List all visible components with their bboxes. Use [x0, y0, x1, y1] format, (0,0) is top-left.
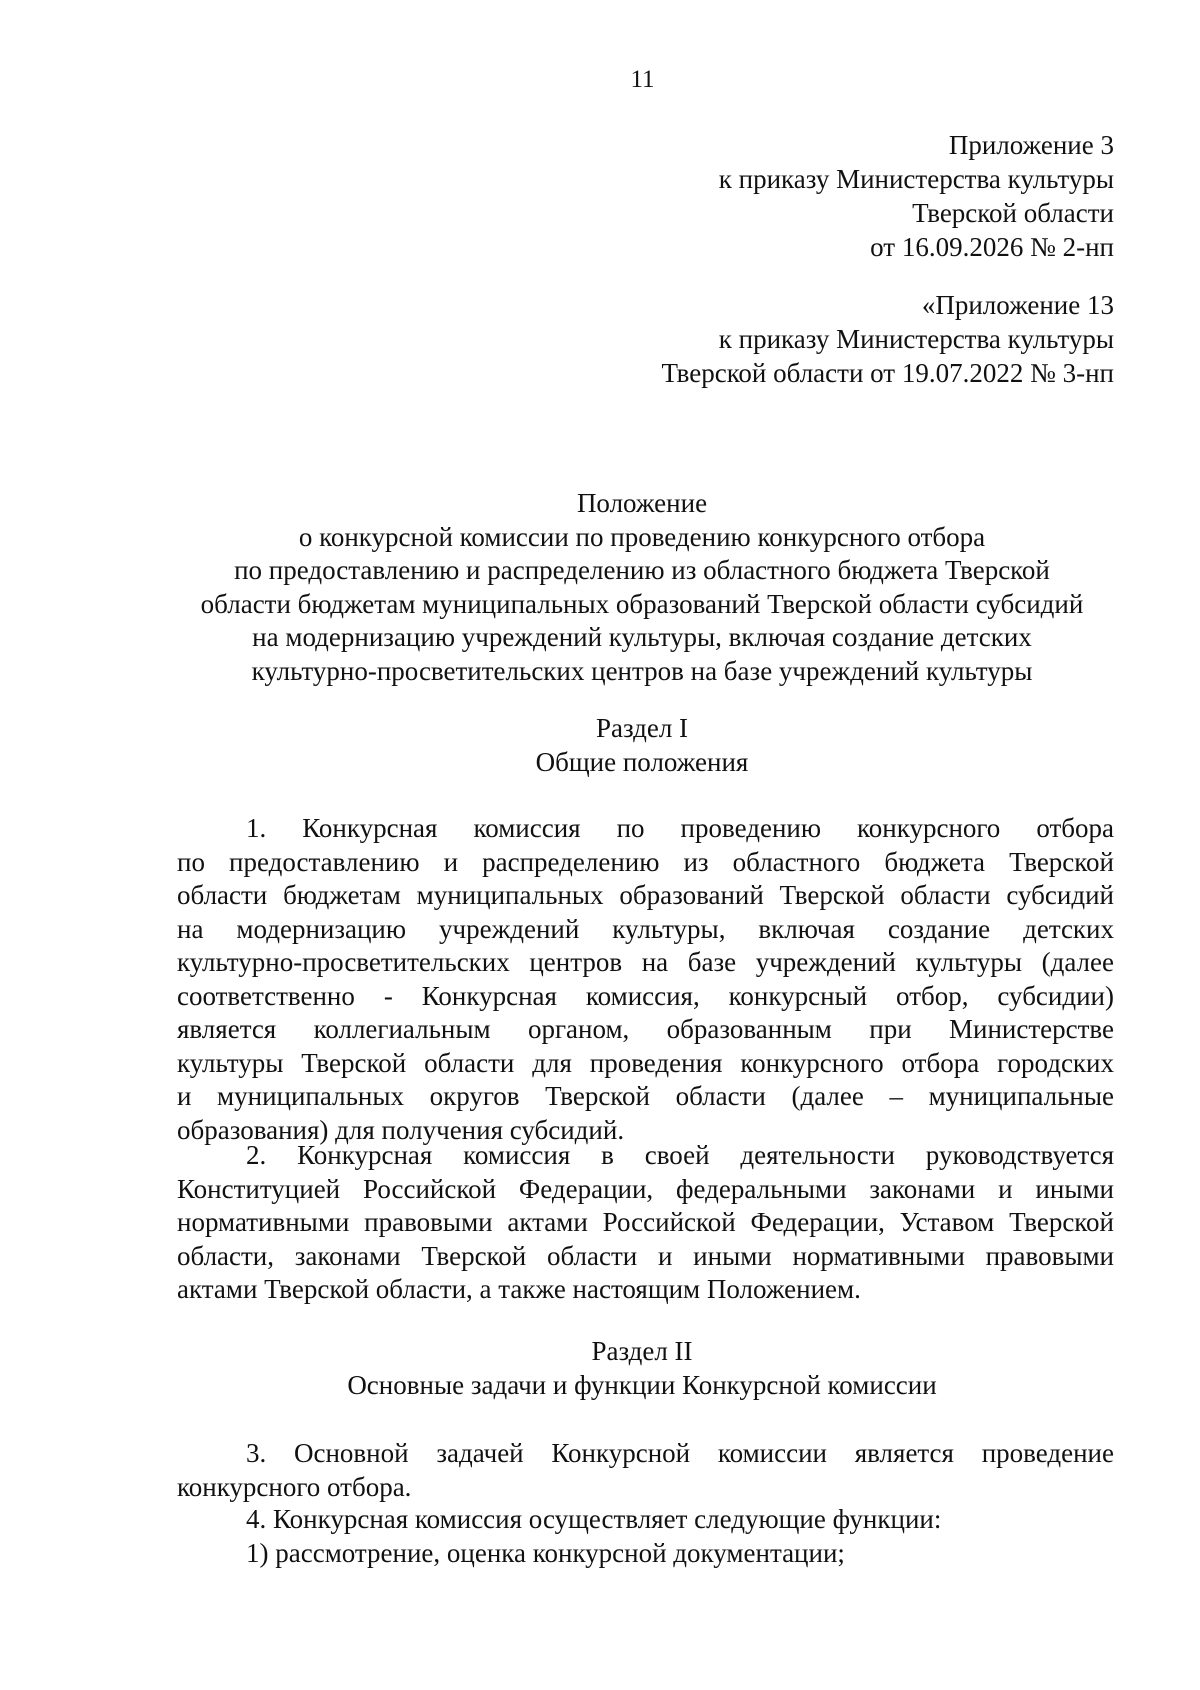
paragraph-line: области бюджетам муниципальных образований Тверской области субсидий [177, 880, 1114, 910]
paragraph-line: культуры Тверской области для проведения конкурсного отбора городских [177, 1047, 1114, 1078]
title-line: культурно-просветительских центров на базе учреждений культуры [251, 655, 1033, 686]
paragraph-2 [177, 1139, 1114, 1307]
paragraph-line: является коллегиальным органом, образованным при Министерстве [177, 1014, 1114, 1044]
appendix-line: к приказу Министерства культуры [718, 324, 1114, 354]
paragraph-line: культурно-просветительских центров на базе учреждений культуры (далее [177, 947, 1114, 977]
paragraph-line: образования) для получения субсидий. [177, 1114, 625, 1145]
paragraph-line: по предоставлению и распределению из областного бюджета Тверской [177, 846, 1114, 877]
paragraph-line: соответственно - Конкурсная комиссия, конкурсный отбор, субсидии) [177, 980, 1114, 1011]
page-number: 11 [630, 66, 655, 93]
document-title [140, 487, 1144, 688]
appendix-line: Приложение 3 [948, 130, 1114, 160]
section-2-heading [140, 1335, 1144, 1402]
appendix-line: к приказу Министерства культуры [718, 164, 1114, 194]
paragraph-line: на модернизацию учреждений культуры, включая создание детских [177, 913, 1114, 944]
appendix-line: от 16.09.2026 № 2-нп [870, 232, 1114, 262]
amended-appendix-header [661, 288, 1114, 390]
appendix-line: Тверской области [912, 198, 1114, 228]
section-number: Раздел II [591, 1336, 693, 1366]
paragraph-1 [177, 812, 1114, 1147]
section-1-heading [140, 712, 1144, 779]
paragraph-line: нормативными правовыми актами Российской Федерации, Уставом Тверской [177, 1207, 1114, 1237]
paragraph-line: области, законами Тверской области и иными нормативными правовыми [177, 1240, 1114, 1271]
paragraph-line: актами Тверской области, а также настоящим Положением. [177, 1274, 861, 1304]
paragraph-line: конкурсного отбора. [177, 1471, 412, 1502]
title-line: о конкурсной комиссии по проведению конкурсного отбора [298, 521, 986, 552]
paragraph-3 [177, 1437, 1114, 1504]
section-title: Основные задачи и функции Конкурсной комиссии [347, 1369, 937, 1400]
paragraph-line: Конституцией Российской Федерации, федеральными законами и иными [177, 1173, 1114, 1204]
appendix-line: «Приложение 13 [921, 290, 1114, 320]
title-line: по предоставлению и распределению из областного бюджета Тверской [234, 555, 1050, 585]
paragraph-line: и муниципальных округов Тверской области (далее – муниципальные [177, 1081, 1114, 1111]
list-item-line: 1) рассмотрение, оценка конкурсной документации; [246, 1538, 845, 1568]
title-line: Положение [576, 488, 708, 518]
paragraph-line: 1. Конкурсная комиссия по проведению конкурсного отбора [246, 813, 1114, 843]
paragraph-line: 3. Основной задачей Конкурсной комиссии является проведение [246, 1438, 1114, 1468]
paragraph-line: 2. Конкурсная комиссия в своей деятельности руководствуется [246, 1140, 1114, 1170]
section-number: Раздел I [595, 713, 689, 743]
section-title: Общие положения [535, 746, 749, 777]
title-line: области бюджетам муниципальных образований Тверской области субсидий [200, 588, 1084, 619]
title-line: на модернизацию учреждений культуры, включая создание детских [252, 622, 1032, 652]
paragraph-4 [177, 1503, 1114, 1537]
paragraph-line: 4. Конкурсная комиссия осуществляет следующие функции: [246, 1504, 942, 1534]
appendix-line: Тверской области от 19.07.2022 № 3-нп [661, 358, 1114, 388]
list-item-1 [177, 1537, 1114, 1571]
appendix-header [719, 128, 1114, 264]
